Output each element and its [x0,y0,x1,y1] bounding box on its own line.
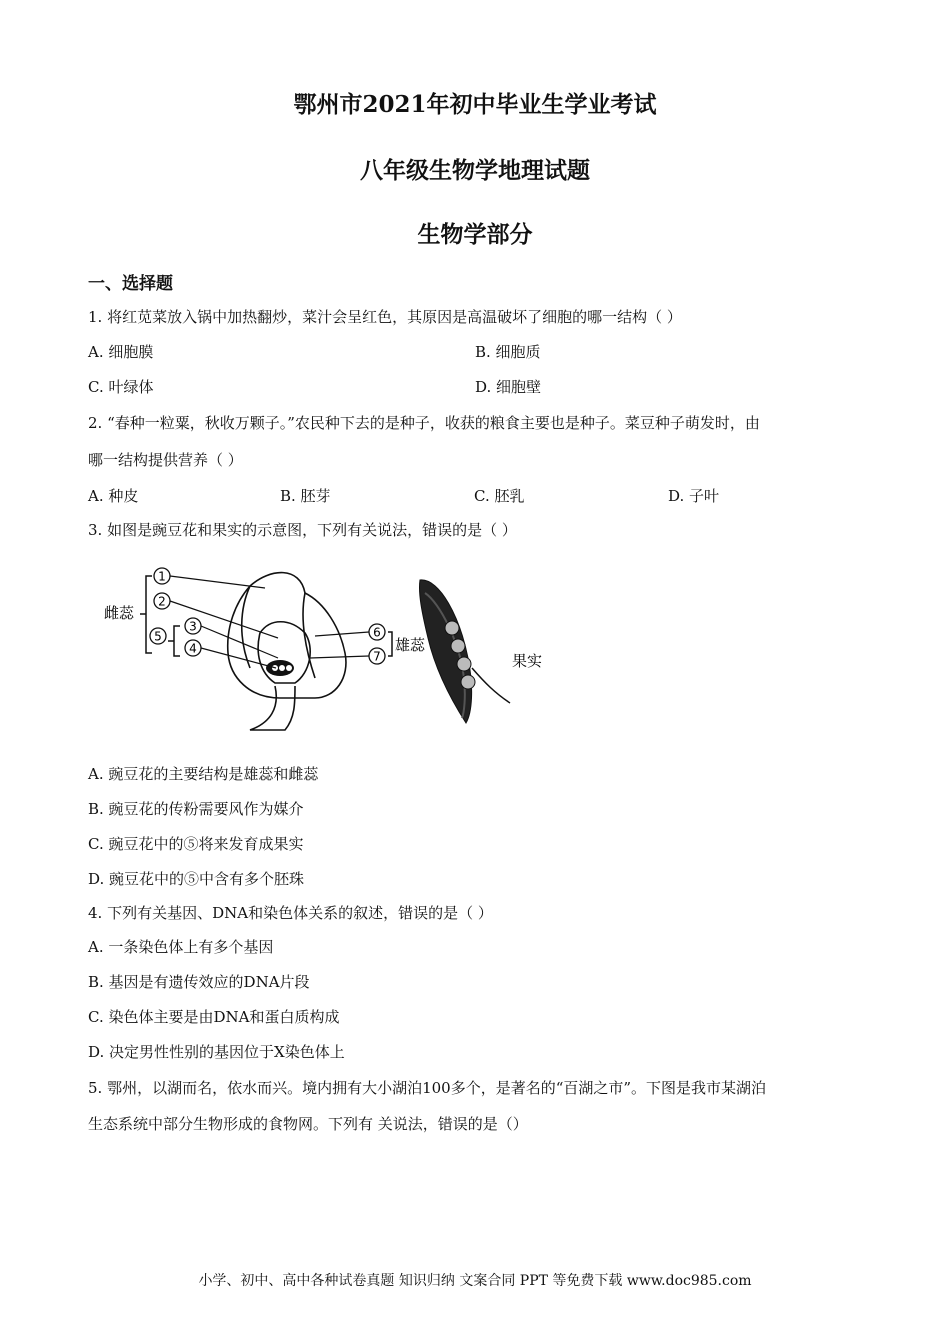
q4-option-c: C. 染色体主要是由DNA和蛋白质构成 [88,1008,340,1026]
q1-option-d: D. 细胞壁 [475,378,542,396]
q1-option-b: B. 细胞质 [475,343,541,361]
q4-stem: 4. 下列有关基因、DNA和染色体关系的叙述，错误的是（ ） [88,904,493,922]
q1-stem: 1. 将红苋菜放入锅中加热翻炒，菜汁会呈红色，其原因是高温破坏了细胞的哪一结构（ ） [88,308,682,326]
pea-flower-fruit-figure [100,558,560,733]
q5-stem-line1: 5. 鄂州，以湖而名，依水而兴。境内拥有大小湖泊100多个，是著名的“百湖之市”。下图是我市某湖泊 [88,1079,767,1097]
q2-option-d: D. 子叶 [668,487,720,505]
svg-text:3: 3 [189,619,197,634]
svg-text:6: 6 [373,625,381,640]
q3-option-a: A. 豌豆花的主要结构是雄蕊和雌蕊 [88,765,319,783]
callout-7 [310,648,385,664]
q3-stem: 3. 如图是豌豆花和果实的示意图，下列有关说法，错误的是（ ） [88,521,517,539]
q2-option-a: A. 种皮 [88,487,139,505]
fruit-label: 果实 [512,652,543,670]
callout-2 [154,593,278,638]
pistil-label: 雌蕊 [104,604,135,622]
q3-option-d: D. 豌豆花中的⑤中含有多个胚珠 [88,870,305,888]
q4-option-a: A. 一条染色体上有多个基因 [88,938,274,956]
callout-6 [315,624,385,640]
q3-option-b: B. 豌豆花的传粉需要风作为媒介 [88,800,304,818]
pea-flower-drawing [228,573,346,730]
exam-subtitle: 八年级生物学地理试题 [360,157,590,184]
q2-option-c: C. 胚乳 [474,487,525,505]
q2-stem-line2: 哪一结构提供营养（ ） [88,451,243,469]
callout-5 [150,628,166,644]
q1-option-a: A. 细胞膜 [88,343,154,361]
q1-option-c: C. 叶绿体 [88,378,154,396]
q4-option-d: D. 决定男性性别的基因位于X染色体上 [88,1043,345,1061]
pea-pod-drawing [419,580,510,723]
callout-1 [154,568,265,588]
stamen-bracket [388,632,392,656]
q2-option-b: B. 胚芽 [280,487,331,505]
svg-text:5: 5 [154,629,162,644]
q3-option-c: C. 豌豆花中的⑤将来发育成果实 [88,835,304,853]
svg-text:7: 7 [373,649,381,664]
pistil-bracket [140,576,152,653]
svg-text:2: 2 [158,594,166,609]
section-part-title: 生物学部分 [417,221,533,248]
exam-title: 鄂州市2021年初中毕业生学业考试 [293,91,657,118]
stamen-label: 雄蕊 [395,636,426,654]
page-footer: 小学、初中、高中各种试卷真题 知识归纳 文案合同 PPT 等免费下载 www.doc985.com [198,1273,752,1289]
q4-option-b: B. 基因是有遗传效应的DNA片段 [88,973,310,991]
q2-stem-line1: 2. “春种一粒粟，秋收万颗子。”农民种下去的是种子，收获的粮食主要也是种子。菜豆种子萌发时，由 [88,414,760,432]
q5-stem-line2: 生态系统中部分生物形成的食物网。下列有 关说法，错误的是（） [88,1115,528,1133]
svg-text:1: 1 [158,569,166,584]
section-heading-choice: 一、选择题 [88,274,173,294]
svg-text:4: 4 [189,641,197,656]
